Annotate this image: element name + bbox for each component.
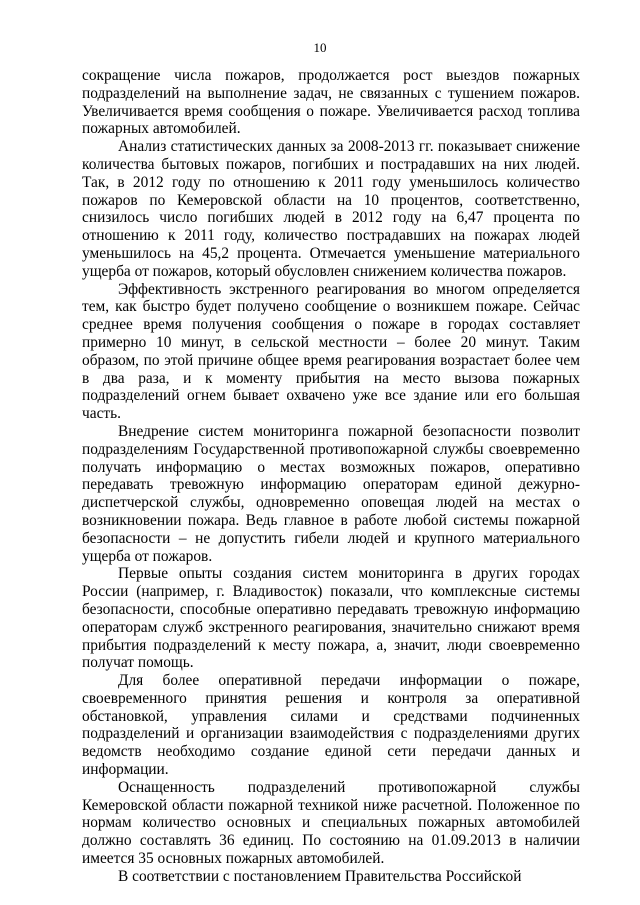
paragraph-continued-from-previous-page: сокращение числа пожаров, продолжается рост выездов пожарных подразделений на выполнение задач, не связанных с тушением пожаров. Увеличивается время сообщения о пожаре. Увеличивается расход топлива пожарных автомобилей.	[82, 67, 580, 138]
page-number: 10	[313, 40, 327, 55]
paragraph-monitoring-systems: Внедрение систем мониторинга пожарной безопасности позволит подразделениям Государственной противопожарной службы своевременно получать информацию о местах возможных пожаров, оперативно передавать тревожную информацию операторам единой дежурно-диспетчерской службы, одновременно оповещая людей на местах о возникновении пожара. Ведь главное в работе любой системы пожарной безопасности – не допустить гибели людей и крупного материального ущерба от пожаров.	[82, 422, 580, 565]
body-text	[82, 67, 580, 886]
paragraph-data-network: Для более оперативной передачи информации о пожаре, своевременного принятия решения и контроля за оперативной обстановкой, управления силами и средствами подчиненных подразделений и организации взаимодействия с подразделениями других ведомств необходимо создание единой сети передачи данных и информации.	[82, 672, 580, 779]
paragraph-government-resolution: В соответствии с постановлением Правительства Российской	[118, 867, 522, 885]
paragraph-response-efficiency: Эффективность экстренного реагирования во многом определяется тем, как быстро будет получено сообщение о возникшем пожаре. Сейчас среднее время получения сообщения о пожаре в городах составляет примерно 10 минут, в сельской местности – более 20 минут. Таким образом, по этой причине общее время реагирования возрастает более чем в два раза, и к моменту прибытия на место вызова пожарных подразделений огнем бывает охвачено уже все здание или его большая часть.	[82, 280, 580, 423]
paragraph-equipment: Оснащенность подразделений противопожарной службы Кемеровской области пожарной техникой ниже расчетной. Положенное по нормам количество основных и специальных пожарных автомобилей должно составлять 36 единиц. По состоянию на 01.09.2013 в наличии имеется 35 основных пожарных автомобилей.	[82, 778, 580, 868]
paragraph-first-experience: Первые опыты создания систем мониторинга в других городах России (например, г. Владивосток) показали, что комплексные системы безопасности, способные оперативно передавать тревожную информацию операторам служб экстренного реагирования, значительно снижают время прибытия подразделений к месту пожара, а, значит, люди своевременно получат помощь.	[82, 565, 580, 672]
paragraph-statistics-analysis: Анализ статистических данных за 2008-2013 гг. показывает снижение количества бытовых пожаров, погибших и пострадавших на них людей. Так, в 2012 году по отношению к 2011 году уменьшилось количество пожаров по Кемеровской области на 10 процентов, соответственно, снизилось число погибших людей в 2012 году на 6,47 процента по отношению к 2011 году, количество пострадавших на пожарах людей уменьшилось на 45,2 процента. Отмечается уменьшение материального ущерба от пожаров, который обусловлен снижением количества пожаров.	[82, 138, 580, 280]
